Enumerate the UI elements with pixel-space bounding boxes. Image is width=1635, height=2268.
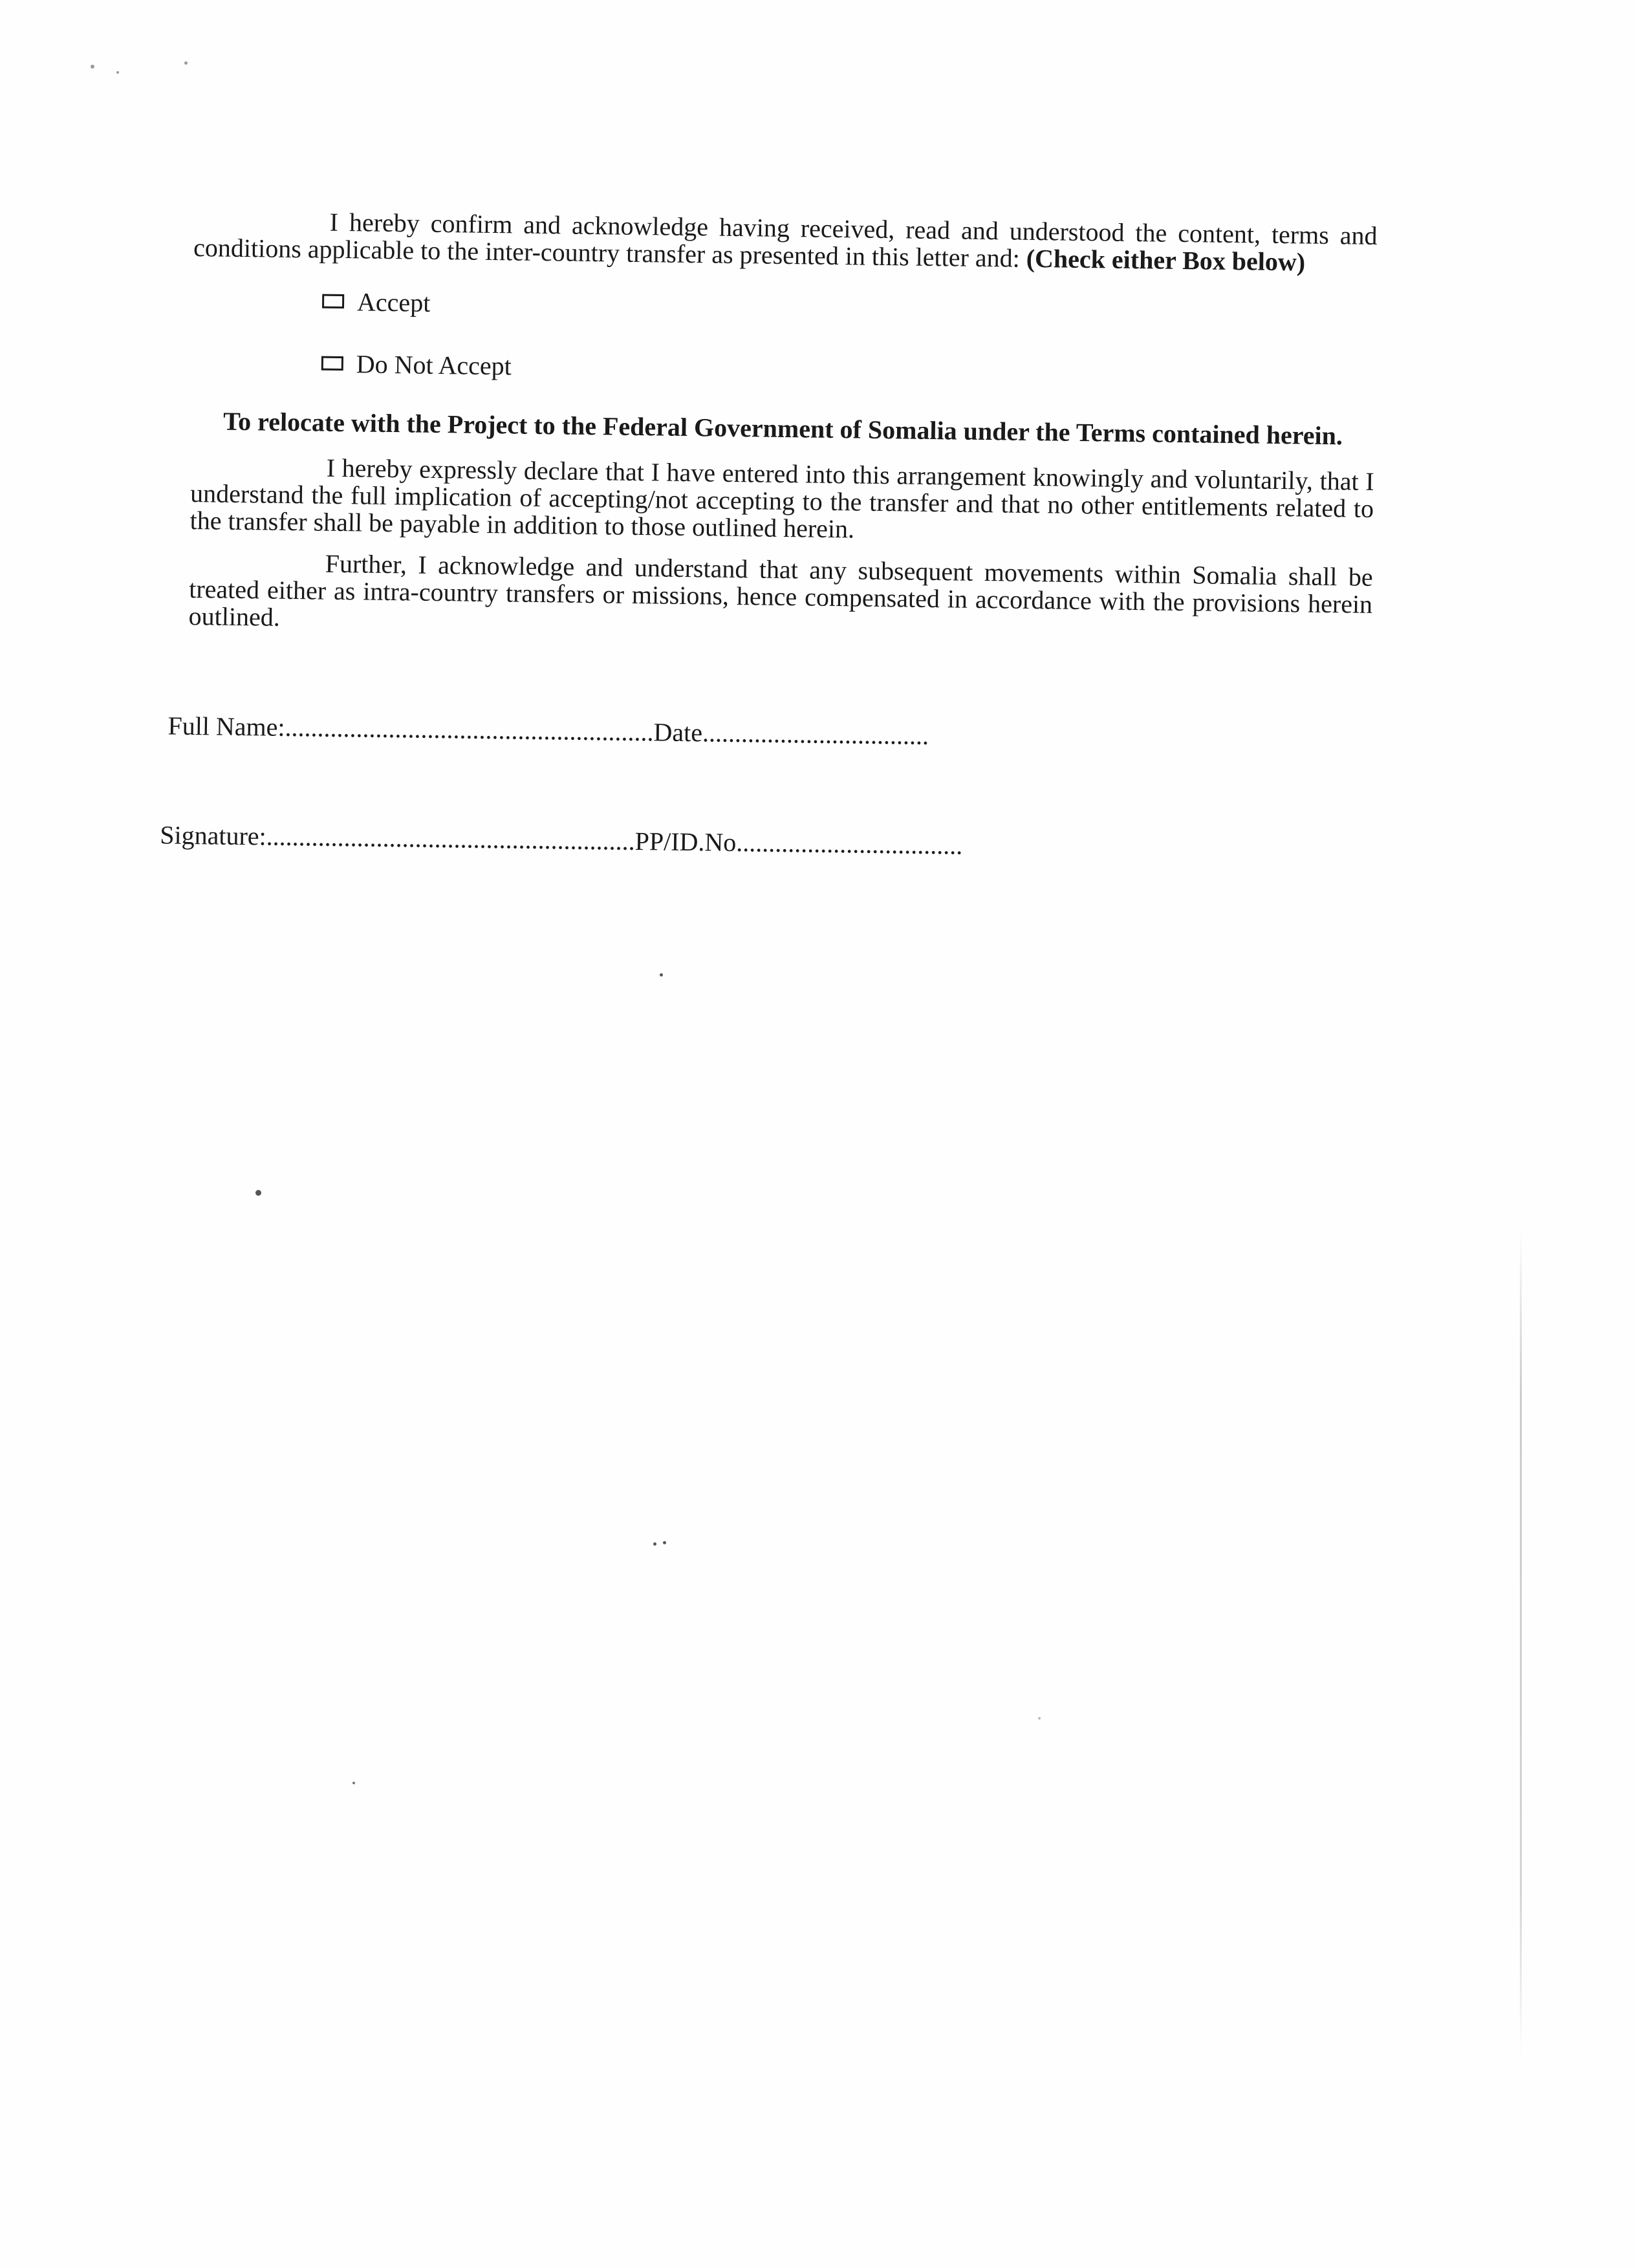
ppid-label: PP/ID.No xyxy=(634,826,737,858)
form-content xyxy=(159,207,1378,866)
declaration-paragraph: I hereby expressly declare that I have entered into this arrangement knowingly and voluntarily, that I understand the full implication of accepting/not accepting to the transfer and that no other entitlements related to the transfer shall be payable in addition to those outlined herein. xyxy=(189,453,1374,544)
signature-field[interactable]: ......................................................... xyxy=(266,821,635,856)
check-instruction: (Check either Box below) xyxy=(1026,243,1306,277)
not-accept-label: Do Not Accept xyxy=(356,349,512,380)
full-name-field[interactable]: ......................................................... xyxy=(285,712,654,747)
date-label: Date xyxy=(653,717,703,748)
full-name-label: Full Name: xyxy=(168,711,285,742)
accept-checkbox[interactable] xyxy=(322,294,344,308)
date-field[interactable]: ................................... xyxy=(702,718,929,750)
relocation-heading: To relocate with the Project to the Federal Government of Somalia under the Terms contained herein. xyxy=(222,406,1343,451)
confirmation-text: I hereby confirm and acknowledge having received, read and understood the content, terms and conditions applicable to the inter-country transfer as presented in this letter and: xyxy=(193,207,1378,273)
not-accept-checkbox[interactable] xyxy=(321,356,343,371)
further-paragraph: Further, I acknowledge and understand that any subsequent movements within Somalia shall be treated either as intra-country transfers or missions, hence compensated in accordance with the provisions herein outlined. xyxy=(188,548,1373,632)
signature-label: Signature: xyxy=(159,820,266,851)
scan-edge-shadow xyxy=(1520,1229,1522,2057)
ppid-field[interactable]: ................................... xyxy=(736,828,963,860)
accept-label: Accept xyxy=(356,286,431,318)
